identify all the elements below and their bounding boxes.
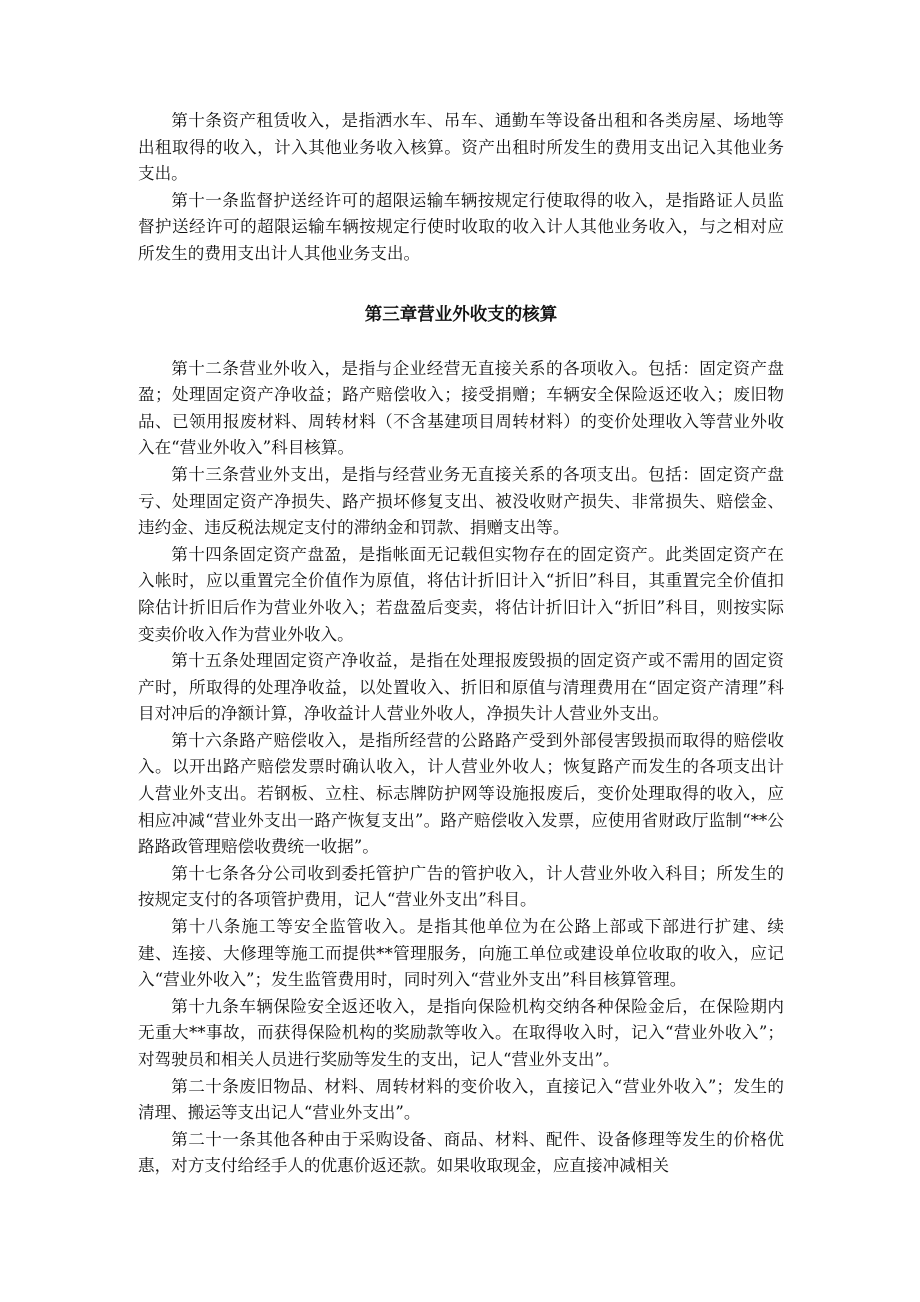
- article-11-paragraph: 第十一条监督护送经许可的超限运输车辆按规定行使取得的收入，是指路证人员监督护送经许可的超限运输车辆按规定行使时收取的收入计人其他业务收入，与之相对应所发生的费用支出计人其他业务支出。: [138, 190, 784, 263]
- article-19-paragraph: 第十九条车辆保险安全返还收入，是指向保险机构交纳各种保险金后，在保险期内无重大**事故，而获得保险机构的奖励款等收入。在取得收入时，记入“营业外收入”；对驾驶员和相关人员进行奖励等发生的支出，记人“营业外支出”。: [138, 996, 784, 1069]
- article-15-paragraph: 第十五条处理固定资产净收益，是指在处理报废毁损的固定资产或不需用的固定资产时，所取得的处理净收益，以处置收入、折旧和原值与清理费用在“固定资产清理”科目对冲后的净额计算，净收益计人营业外收人，净损失计人营业外支出。: [138, 651, 784, 724]
- article-13-paragraph: 第十三条营业外支出，是指与经营业务无直接关系的各项支出。包括：固定资产盘亏、处理固定资产净损失、路产损坏修复支出、被没收财产损失、非常损失、赔偿金、违约金、违反税法规定支付的滞纳金和罚款、捐赠支出等。: [138, 464, 784, 538]
- article-21-paragraph: 第二十一条其他各种由于采购设备、商品、材料、配件、设备修理等发生的价格优惠，对方支付给经手人的优惠价返还款。如果收取现金，应直接冲减相关: [138, 1129, 784, 1176]
- article-16-paragraph: 第十六条路产赔偿收入，是指所经营的公路路产受到外部侵害毁损而取得的赔偿收入。以开出路产赔偿发票时确认收入，计人营业外收人；恢复路产而发生的各项支出计人营业外支出。若钢板、立柱、标志牌防护网等设施报废后，变价处理取得的收入，应相应冲减“营业外支出一路产恢复支出”。路产赔偿收入发票，应使用省财政厅监制“**公路路政管理赔偿收费统一收据”。: [138, 730, 784, 857]
- article-18-paragraph: 第十八条施工等安全监管收入。是指其他单位为在公路上部或下部进行扩建、续建、连接、大修理等施工而提供**管理服务，向施工单位或建设单位收取的收入，应记入“营业外收入”；发生监管费用时，同时列入“营业外支出”科目核算管理。: [138, 917, 784, 990]
- chapter-title: 第三章营业外收支的核算: [364, 304, 558, 325]
- article-14-paragraph: 第十四条固定资产盘盈，是指帐面无记载但实物存在的固定资产。此类固定资产在入帐时，应以重置完全价值作为原值，将估计折旧计入“折旧”科目，其重置完全价值扣除估计折旧后作为营业外收入；若盘盈后变卖，将估计折旧计入“折旧”科目，则按实际变卖价收入作为营业外收入。: [138, 544, 784, 644]
- article-12-paragraph: 第十二条营业外收入，是指与企业经营无直接关系的各项收入。包括：固定资产盘盈；处理固定资产净收益；路产赔偿收入；接受捐赠；车辆安全保险返还收入；废旧物品、已领用报废材料、周转材料（不含基建项目周转材料）的变价处理收入等营业外收入在“营业外收入”科目核算。: [138, 358, 784, 458]
- article-20-paragraph: 第二十条废旧物品、材料、周转材料的变价收入，直接记入“营业外收入”；发生的清理、搬运等支出记人“营业外支出”。: [138, 1076, 784, 1123]
- article-17-paragraph: 第十七条各分公司收到委托管护广告的管护收入，计人营业外收入科目；所发生的按规定支付的各项管护费用，记人“营业外支出”科目。: [138, 863, 784, 910]
- document-page: [138, 108, 784, 1180]
- article-10-paragraph: 第十条资产租赁收入，是指洒水车、吊车、通勤车等设备出租和各类房屋、场地等出租取得的收入，计入其他业务收入核算。资产出租时所发生的费用支出记入其他业务支出。: [138, 111, 784, 184]
